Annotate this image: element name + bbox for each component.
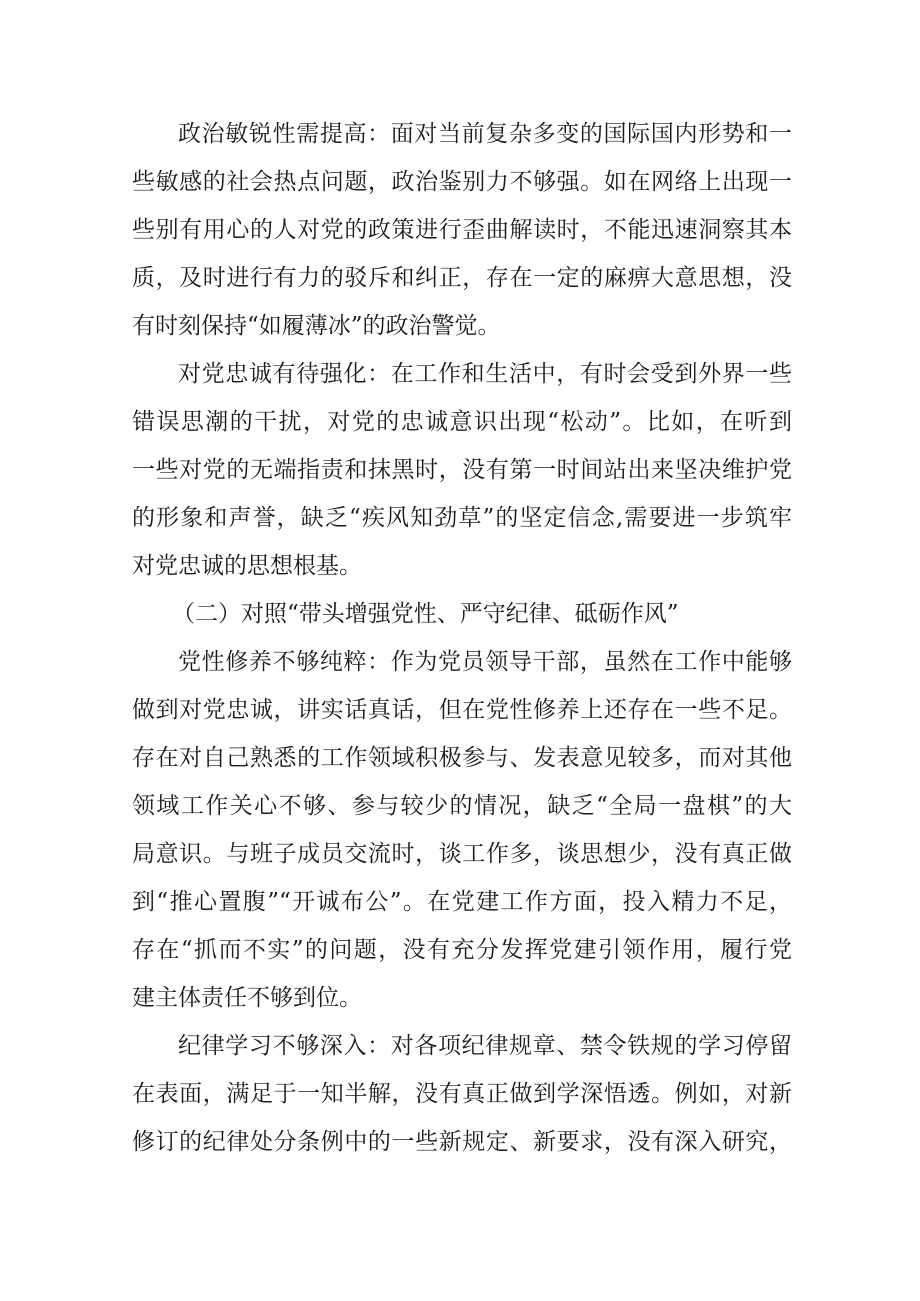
paragraph-line: 错误思潮的干扰，对党的忠诚意识出现“松动”。比如，在听到: [132, 409, 792, 435]
paragraph-line: 些别有用心的人对党的政策进行歪曲解读时，不能迅速洞察其本: [132, 217, 792, 243]
body-paragraph: [132, 350, 792, 590]
document-body: [132, 110, 792, 1166]
paragraph-line: 党性修养不够纯粹：作为党员领导干部，虽然在工作中能够: [178, 649, 792, 675]
paragraph-line: 对党忠诚的思想根基。: [132, 553, 362, 579]
paragraph-line: 修订的纪律处分条例中的一些新规定、新要求，没有深入研究，: [132, 1129, 792, 1155]
paragraph-line: 政治敏锐性需提高：面对当前复杂多变的国际国内形势和一: [178, 121, 792, 147]
paragraph-line: 纪律学习不够深入：对各项纪律规章、禁令铁规的学习停留: [178, 1033, 792, 1059]
paragraph-line: 领域工作关心不够、参与较少的情况，缺乏“全局一盘棋”的大: [132, 793, 792, 819]
paragraph-line: 一些对党的无端指责和抹黑时，没有第一时间站出来坚决维护党: [132, 457, 792, 483]
paragraph-line: 的形象和声誉，缺乏“疾风知劲草”的坚定信念,需要进一步筑牢: [132, 505, 792, 531]
paragraph-line: 建主体责任不够到位。: [132, 985, 362, 1011]
body-paragraph: [132, 1022, 792, 1166]
heading-line: （二）对照“带头增强党性、严守纪律、砥砺作风”: [172, 601, 679, 627]
section-heading: [132, 590, 792, 638]
paragraph-line: 质，及时进行有力的驳斥和纠正，存在一定的麻痹大意思想，没: [132, 265, 792, 291]
paragraph-line: 在表面，满足于一知半解，没有真正做到学深悟透。例如，对新: [132, 1081, 792, 1107]
paragraph-line: 存在对自己熟悉的工作领域积极参与、发表意见较多，而对其他: [132, 745, 792, 771]
paragraph-line: 有时刻保持“如履薄冰”的政治警觉。: [132, 313, 501, 339]
body-paragraph: [132, 638, 792, 1022]
paragraph-line: 做到对党忠诚，讲实话真话，但在党性修养上还存在一些不足。: [132, 697, 792, 723]
body-paragraph: [132, 110, 792, 350]
paragraph-line: 到“推心置腹”“开诚布公”。在党建工作方面，投入精力不足，: [132, 889, 792, 915]
paragraph-line: 些敏感的社会热点问题，政治鉴别力不够强。如在网络上出现一: [132, 169, 792, 195]
paragraph-line: 对党忠诚有待强化：在工作和生活中，有时会受到外界一些: [178, 361, 792, 387]
paragraph-line: 局意识。与班子成员交流时，谈工作多，谈思想少，没有真正做: [132, 841, 792, 867]
paragraph-line: 存在“抓而不实”的问题，没有充分发挥党建引领作用，履行党: [132, 937, 792, 963]
